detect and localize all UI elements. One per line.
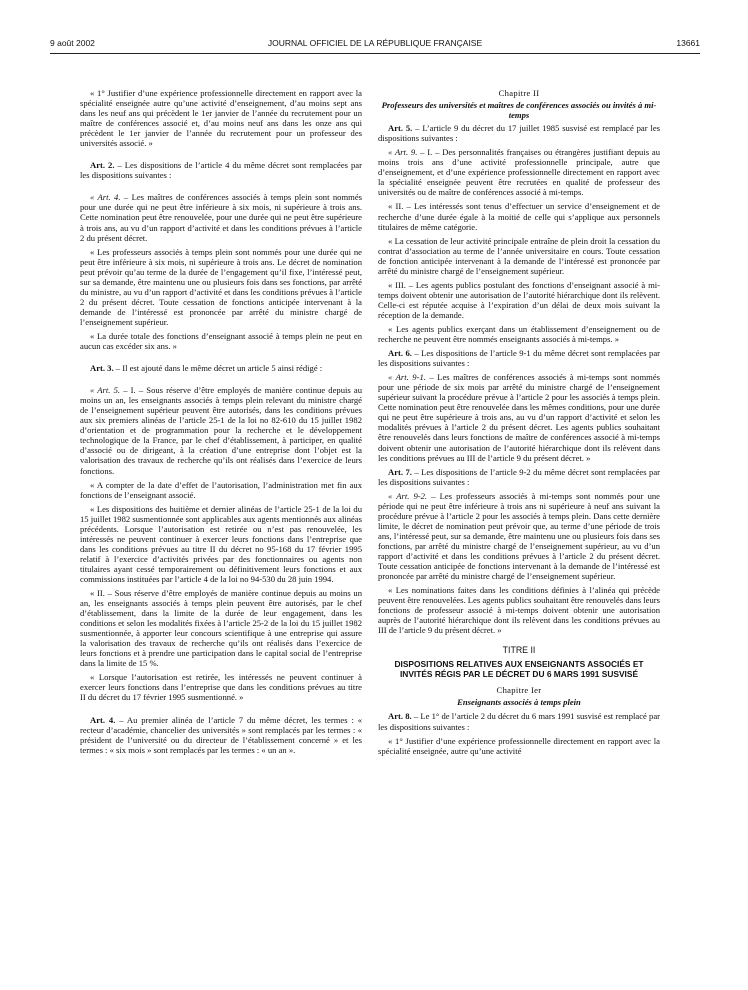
paragraph-ii-interesses: « II. – Les intéressés sont tenus d’effectuer un service d’enseignement et de recherche d’une durée égale à la moitié de celle qui s’applique aux personnels titulaires de même catégorie. (378, 201, 660, 232)
header-rule (50, 53, 700, 54)
paragraph-professeurs: « Les professeurs associés à temps plein sont nommés pour une durée qui ne peut être inférieure à six mois, ni supérieure à trois ans. Le décret de nomination peut prévoir qu’au terme de la durée de l’engagement qu’il fixe, l’intéressé peut, sur sa demande, être maintenu une ou plusieurs fois dans ses fonctions, par arrêté du ministre, au vu d’un rapport d’activité et dans les conditions prévues à l’article 2 du présent décret. Toute cessation de fonctions anticipée intervenant à la demande de l’intéressé est prononcée par arrêté du ministre chargé de l’enseignement supérieur. (80, 246, 362, 327)
title-ii-subtitle: DISPOSITIONS RELATIVES AUX ENSEIGNANTS ASSOCIÉS ET INVITÉS RÉGIS PAR LE DÉCRET DU 6 MARS 1991 SUSVISÉ (394, 659, 644, 680)
article-4-quote (80, 192, 362, 242)
article-8 (378, 711, 660, 731)
article-6-text: – Les dispositions de l’article 9-1 du même décret sont remplacées par les dispositions suivantes : (378, 348, 660, 369)
article-9-1-text: – Les maîtres de conférences associés à mi-temps sont nommés pour une période de six mois par arrêté du ministre chargé de l’enseignement supérieur suivant la procédure prévue à l’article 2 pour les associés à temps plein. Cette nomination peut être renouvelée dans les mêmes conditions, pour une durée qui ne peut être supérieure à trois ans, au vu d’un rapport d’activité et selon les modalités prévues à l’article 2 du présent décret. Les agents publics souhaitant être renouvelés dans leurs fonctions de maître de conférences associé à mi-temps doivent obtenir une autorisation de l’autorité hiérarchique dont ils relèvent dans les conditions prévues au III de l’article 9 du présent décret. » (378, 372, 660, 463)
article-9-2-label: « Art. 9-2. (388, 490, 428, 501)
article-7-label: Art. 7. (388, 466, 412, 477)
article-2-label: Art. 2. (90, 160, 115, 171)
article-9-text: – I. – Des personnalités françaises ou étrangères justifiant depuis au moins trois ans d’une activité professionnelle principale, autre que d’enseignement, et d’une expérience professionnelle directement en rapport avec la spécialité enseignée peuvent être recrutées en qualité de professeur des universités ou de maître de conférences associé à mi-temps. (378, 147, 660, 198)
paragraph-duree: « La durée totale des fonctions d’enseignant associé à temps plein ne peut en aucun cas excéder six ans. » (80, 330, 362, 352)
article-9-1-label: « Art. 9-1. (388, 372, 426, 383)
paragraph-cessation: « La cessation de leur activité principale entraîne de plein droit la cessation du contrat d’association au terme de l’année universitaire en cours. Toute cessation de fonction anticipée intervenant à la demande de l’intéressé est prononcée par arrêté du ministre chargé de l’enseignement supérieur. (378, 235, 660, 276)
article-5-text: – I. – Sous réserve d’être employés de manière continue depuis au moins un an, les enseignants associés à temps plein relevant du ministre chargé de l’enseignement supérieur peuvent être autorisés, dans les conditions prévues aux six premiers alinéas de l’article 25-1 de la loi no 82-610 du 15 juillet 1982 d’orientation et de programmation pour la recherche et le développement technologique de la France, par le chef d’établissement, à participer, en qualité d’associé ou de dirigeant, à la création d’une entreprise dont l’objet est la valorisation des travaux de recherche qu’ils ont réalisés dans l’exercice de leurs fonctions. (80, 385, 363, 476)
paragraph-section-ii: « II. – Sous réserve d’être employés de manière continue depuis au moins un an, les enseignants associés à temps plein peuvent être autorisés, par le chef d’établissement, dans la limite de la durée de leur engagement, dans les conditions et selon les modalités fixées à l’article 25-2 de la loi du 15 juillet 1982 susmentionnée, à apporter leur concours scientifique à une entreprise qui assure la valorisation des travaux de recherche qu’ils ont réalisés dans l’exercice de leurs fonctions et à prendre une participation dans le capital social de l’entreprise dans la limite de 15 %. (80, 588, 362, 669)
article-9-2-quote (378, 491, 660, 581)
article-2-text: – Les dispositions de l’article 4 du même décret sont remplacées par les dispositions suivantes : (80, 160, 362, 181)
page-number: 13661 (676, 38, 700, 48)
chapter-ii-title: Professeurs des universités et maîtres de conférences associés ou invités à mi-temps (381, 100, 657, 121)
article-4b-text: – Au premier alinéa de l’article 7 du même décret, les termes : « recteur d’académie, chancelier des universités » sont remplacés par les termes : « président de l’université ou du directeur de l’établissement concerné » et les termes : « six mois » sont remplacés par les termes : « un an ». (80, 714, 362, 755)
article-5b-text: – L’article 9 du décret du 17 juillet 1985 susvisé est remplacé par les dispositions suivantes : (378, 123, 660, 144)
page-header (50, 38, 700, 50)
article-9-quote (378, 147, 660, 197)
article-5b-label: Art. 5. (388, 123, 413, 134)
article-6-label: Art. 6. (388, 348, 412, 359)
paragraph-iii-agents: « III. – Les agents publics postulant des fonctions d’enseignant associé à mi-temps doivent obtenir une autorisation de l’autorité hiérarchique dont ils relèvent. Celle-ci est réputée acquise à l’expiration d’un délai de deux mois suivant la réception de la demande. (378, 279, 660, 320)
article-2 (80, 160, 362, 180)
paragraph-agents-publics: « Les agents publics exerçant dans un établissement d’enseignement ou de recherche ne peuvent être nommés enseignants associés à mi-temps. » (378, 323, 660, 345)
paragraph-nominations: « Les nominations faites dans les conditions définies à l’alinéa qui précède peuvent être renouvelées. Les agents publics souhaitant être renouvelés dans leurs fonctions de professeur associé à mi-temps doivent obtenir une autorisation auprès de l’autorité hiérarchique dont ils relèvent dans les conditions prévues au III de l’article 9 du présent décret. » (378, 585, 660, 636)
article-4-label: « Art. 4. (90, 192, 121, 203)
chapter-ii-heading: Chapitre II (498, 88, 540, 98)
article-5b (378, 123, 660, 143)
article-5-label: « Art. 5. (90, 385, 121, 396)
article-6 (378, 348, 660, 368)
article-5-quote (80, 385, 362, 475)
chapter-i-title: Enseignants associés à temps plein (457, 697, 581, 708)
article-3 (80, 363, 362, 373)
paragraph-compter: « A compter de la date d’effet de l’autorisation, l’administration met fin aux fonctions de l’enseignant associé. (80, 479, 362, 500)
chapter-i-heading: Chapitre Ier (496, 685, 542, 696)
title-ii-heading: TITRE II (502, 645, 536, 656)
article-9-1-quote (378, 372, 660, 462)
journal-title: JOURNAL OFFICIEL DE LA RÉPUBLIQUE FRANÇAISE (267, 38, 483, 48)
article-9-label: « Art. 9. (388, 147, 418, 158)
header-date: 9 août 2002 (50, 38, 95, 48)
article-8-text: – Le 1° de l’article 2 du décret du 6 mars 1991 susvisé est remplacé par les dispositions suivantes : (378, 711, 661, 732)
article-3-text: – Il est ajouté dans le même décret un article 5 ainsi rédigé : (113, 363, 323, 374)
article-8-label: Art. 8. (388, 711, 412, 722)
article-9-2-text: – Les professeurs associés à mi-temps sont nommés pour une période qui ne peut être inférieure à trois ans ni supérieure à neuf ans suivant la procédure prévue à l’article 2 pour les associés à temps plein. Dans cette dernière limite, le décret de nomination peut prévoir que, au terme d’une période de trois ans, l’intéressé peut, sur sa demande, être maintenu une ou plusieurs fois dans ses fonctions, par arrêté du ministre chargé de l’enseignement supérieur, au vu d’un rapport d’activité et dans les conditions prévues à l’article 2 du présent décret. Toute cessation anticipée de fonctions intervenant à la demande de l’intéressé est prononcée par arrêté du ministre chargé de l’enseignement supérieur. (378, 490, 660, 582)
paragraph-dispositions: « Les dispositions des huitième et dernier alinéas de l’article 25-1 de la loi du 15 juillet 1982 susmentionnée sont applicables aux agents mentionnés aux alinéas précédents. Lorsque l’autorisation est retirée ou n’est pas renouvelée, les intéressés ne peuvent continuer à exercer leurs fonctions dans l’entreprise que dans les conditions prévues au titre II du décret no 95-168 du 17 février 1995 relatif à l’exercice d’activités privées par des fonctionnaires ou agents non titulaires ayant cessé temporairement ou définitivement leurs fonctions et aux commissions instituées par l’article 4 de la loi no 94-530 du 28 juin 1994. (80, 503, 362, 584)
paragraph-justifier-2: « 1° Justifier d’une expérience professionnelle directement en rapport avec la spécialité enseignée, autre qu’une activité (378, 735, 660, 756)
paragraph-lorsque: « Lorsque l’autorisation est retirée, les intéressés ne peuvent continuer à exercer leurs fonctions dans l’entreprise que dans les conditions prévues au titre II du décret du 17 février 1995 susmentionné. » (80, 672, 362, 703)
paragraph-justifier: « 1° Justifier d’une expérience professionnelle directement en rapport avec la spécialité enseignée autre qu’une activité d’enseignement, d’au moins sept ans dans les neuf ans qui précèdent le 1er janvier de l’année du recrutement pour un maître de conférences associé et, d’au moins neuf ans dans les onze ans qui précèdent le 1er janvier de l’année du recrutement pour un professeur des universités associé. » (80, 88, 362, 149)
article-4-text: – Les maîtres de conférences associés à temps plein sont nommés pour une durée qui ne peut être inférieure à six mois, ni supérieure à trois ans. Cette nomination peut être renouvelée, pour une durée qui ne peut être supérieure à trois ans, au vu d’un rapport d’activité et dans les conditions prévues à l’article 2 du présent décret. (80, 192, 362, 243)
article-7 (378, 467, 660, 487)
left-column (80, 88, 362, 755)
article-4b (80, 715, 362, 755)
article-7-text: – Les dispositions de l’article 9-2 du même décret sont remplacées par les dispositions suivantes : (378, 466, 660, 487)
article-4b-label: Art. 4. (90, 714, 116, 725)
article-3-label: Art. 3. (90, 363, 114, 374)
right-column (378, 88, 660, 756)
